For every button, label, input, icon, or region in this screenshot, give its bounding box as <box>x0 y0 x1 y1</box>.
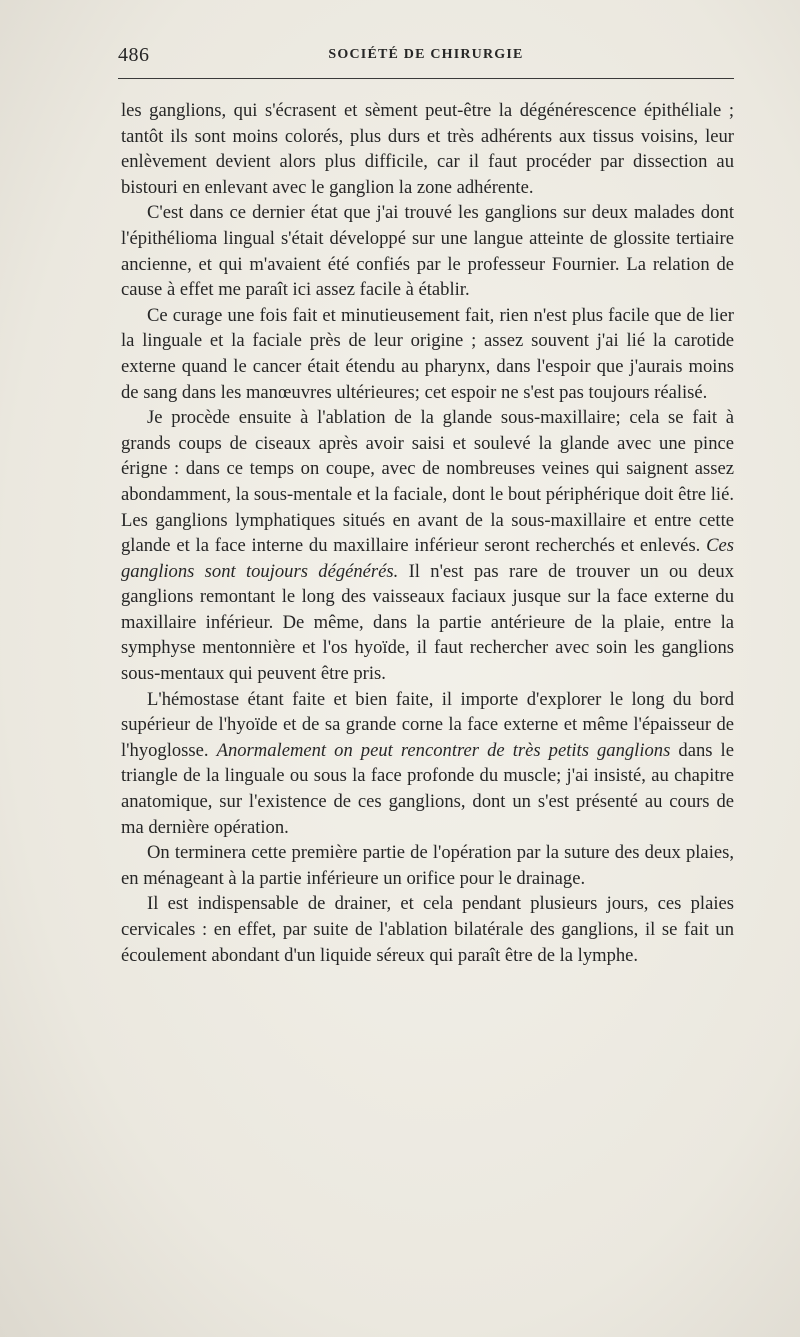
paragraph-4-text-before: Je procède ensuite à l'ablation de la glande sous-maxillaire; cela se fait à grands coups de ciseaux après avoir saisi et soulevé la glande avec une pince érigne : dans ce temps on coupe, avec de nombreuses veines qui saignent assez abondamment, la sous-mentale et la faciale, dont le bout périphérique doit être lié. Les ganglions lymphatiques situés en avant de la sous-maxillaire et entre cette glande et la face interne du maxillaire inférieur seront recherchés et enlevés. <box>121 407 734 557</box>
paragraph-1: les ganglions, qui s'écrasent et sèment peut-être la dégénérescence épithéliale ; tantôt ils sont moins colorés, plus durs et très adhérents aux tissus voisins, leur enlèvement devient alors plus difficile, car il faut procéder par dissection au bistouri en enlevant avec le ganglion la zone adhérente. <box>121 100 734 198</box>
paragraph-3: Ce curage une fois fait et minutieusement fait, rien n'est plus facile que de lier la linguale et la faciale près de leur origine ; assez souvent j'ai lié la carotide externe quand le cancer était étendu au pharynx, dans l'espoir que j'aurais moins de sang dans les manœuvres ultérieures; cet espoir ne s'est pas toujours réalisé. <box>121 304 734 403</box>
paragraph-6: On terminera cette première partie de l'opération par la suture des deux plaies, en ménageant à la partie inférieure un orifice pour le drainage. <box>121 842 734 889</box>
paragraph-5 <box>121 687 734 841</box>
paragraph-7: Il est indispensable de drainer, et cela pendant plusieurs jours, ces plaies cervicales : en effet, par suite de l'ablation bilatérale des ganglions, il se fait un écoulement abondant d'un liquide séreux qui paraît être de la lymphe. <box>121 893 734 966</box>
page-header <box>118 44 734 70</box>
paragraph-5-text-after: dans le triangle de la linguale ou sous la face profonde du muscle; j'ai insisté, au chapitre anatomique, sur l'existence de ces ganglions, dont un s'est présenté au cours de ma dernière opération. <box>121 739 734 838</box>
paragraph-4 <box>121 405 734 687</box>
paragraph-5-text-before: L'hémostase étant faite et bien faite, il importe d'explorer le long du bord supérieur de l'hyoïde et de sa grande corne la face externe et même l'épaisseur de l'hyoglosse. <box>121 688 734 761</box>
header-rule <box>118 78 734 79</box>
paragraph-5-italic-emphasis: Anormalement on peut rencontrer de très petits ganglions <box>216 739 671 761</box>
running-title: SOCIÉTÉ DE CHIRURGIE <box>328 47 524 62</box>
paragraph-4-italic-emphasis: Ces ganglions sont toujours dégénérés. <box>121 535 734 582</box>
page-number: 486 <box>118 44 150 66</box>
paragraph-4-text-after: Il n'est pas rare de trouver un ou deux ganglions remontant le long des vaisseaux faciaux jusque sur la face externe du maxillaire inférieur. De même, dans la partie antérieure de la plaie, entre la symphyse mentonnière et l'os hyoïde, il faut rechercher avec soin les ganglions sous-mentaux qui peuvent être pris. <box>121 560 734 685</box>
body-text <box>121 98 734 968</box>
paragraph-2: C'est dans ce dernier état que j'ai trouvé les ganglions sur deux malades dont l'épithélioma lingual s'était développé sur une langue atteinte de glossite tertiaire ancienne, et qui m'avaient été confiés par le professeur Fournier. La relation de cause à effet me paraît ici assez facile à établir. <box>121 202 734 301</box>
